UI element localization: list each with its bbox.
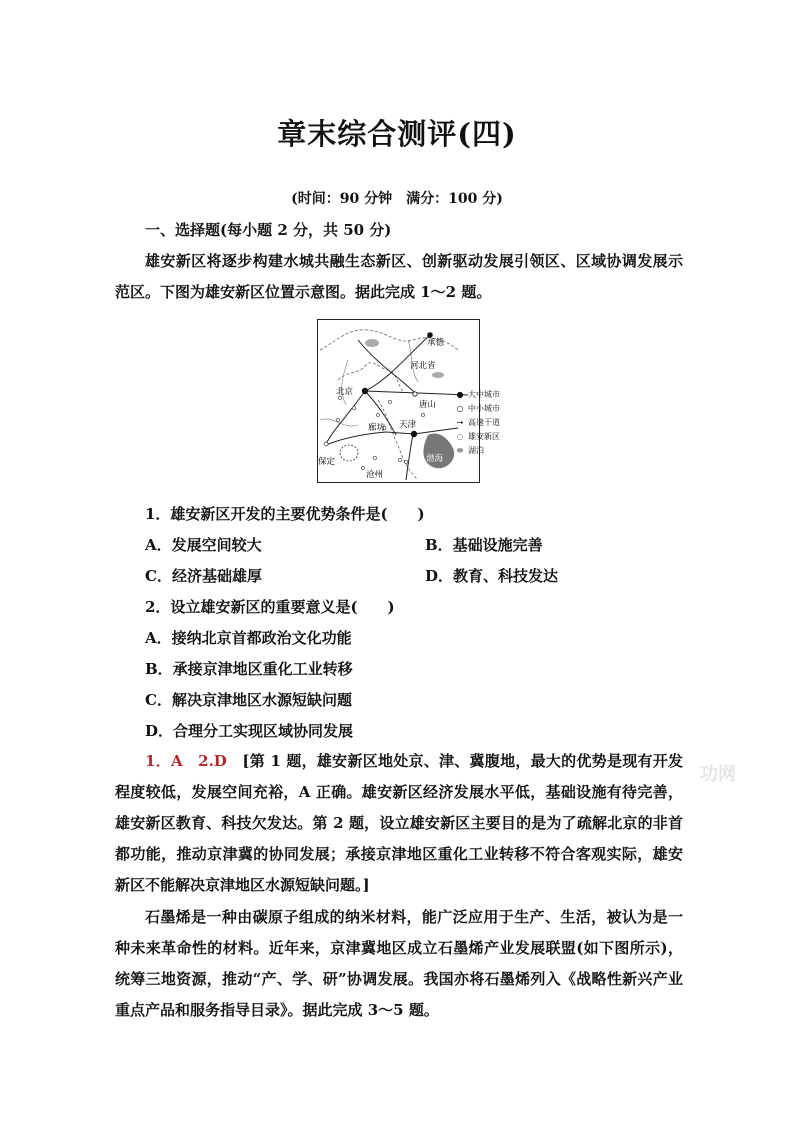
map-label-beijing: 北京 [336, 387, 354, 397]
q2-option-b: B．承接京津地区重化工业转移 [145, 660, 353, 678]
legend-item-xiongan: ◌ 雄安新区 [454, 430, 500, 444]
question-1-stem: 1．雄安新区开发的主要优势条件是( ) [145, 505, 425, 523]
intro-paragraph-2: 石墨烯是一种由碳原子组成的纳米材料，能广泛应用于生产、生活，被认为是一种未来革命性的材料。近年来，京津冀地区成立石墨烯产业发展联盟(如下图所示)，统筹三地资源，推动“产、学、研”协调发展。我国亦将石墨烯列入《战略性新兴产业重点产品和服务指导目录》。据此完成 3～5 题。 [115, 908, 683, 1019]
lake-symbol-icon: ⬬ [456, 446, 464, 455]
highway-line-icon: → [456, 418, 464, 427]
answer-key: 1．A 2.D [145, 752, 227, 770]
exam-info: (时间：90 分钟 满分：100 分) [291, 191, 503, 207]
map-label-baoding: 保定 [318, 457, 336, 467]
intro-paragraph-1: 雄安新区将逐步构建水城共融生态新区、创新驱动发展引领区、区域协调发展示范区。下图为雄安新区位置示意图。据此完成 1～2 题。 [115, 252, 683, 301]
map-label-bohai: 渤海 [426, 454, 444, 464]
section-heading: 一、选择题(每小题 2 分，共 50 分) [145, 221, 392, 239]
map-label-chengde: 承德 [427, 338, 445, 348]
q2-option-d: D．合理分工实现区域协同发展 [145, 722, 354, 740]
question-2-stem: 2．设立雄安新区的重要意义是( ) [145, 598, 395, 616]
map-label-tangshan: 唐山 [419, 400, 437, 410]
small-city-symbol-icon: ○ [456, 404, 464, 413]
q1-option-c: C．经济基础雄厚 [145, 567, 262, 585]
q2-option-a: A．接纳北京首都政治文化功能 [145, 629, 352, 647]
legend-item-major-city: ● 大中城市 [454, 388, 500, 402]
legend-item-lake: ⬬ 湖泊 [454, 444, 500, 458]
answer-explanation [115, 746, 683, 901]
q2-option-c: C．解决京津地区水源短缺问题 [145, 691, 352, 709]
map-label-langfang: 廊坊 [368, 423, 386, 433]
page-title: 章末综合测评(四) [277, 117, 517, 151]
answer-analysis: [第 1 题，雄安新区地处京、津、冀腹地，最大的优势是现有开发程度较低，发展空间充裕，A 正确。雄安新区经济发展水平低，基础设施有待完善，雄安新区教育、科技欠发达。第 2 题，设立雄安新区主要目的是为了疏解北京的非首都功能，推动京津冀的协同发展；承接京津地区重化工业转移不符合客观实际，雄安新区不能解决京津地区水源短缺问题。] [115, 752, 684, 894]
legend-item-highway: → 高速干道 [454, 416, 500, 430]
legend-item-small-city: ○ 中小城市 [454, 402, 500, 416]
q1-option-a: A．发展空间较大 [145, 536, 262, 554]
major-city-symbol-icon: ● [456, 390, 464, 399]
new-area-dashed-circle-icon: ◌ [456, 432, 464, 441]
map-label-cangzhou: 沧州 [366, 470, 384, 480]
map-label-tianjin: 天津 [399, 420, 417, 430]
q1-option-d: D．教育、科技发达 [425, 567, 559, 585]
q1-option-b: B．基础设施完善 [425, 536, 543, 554]
map-label-hebei: 河北省 [410, 361, 436, 371]
map-legend [454, 388, 500, 458]
watermark: 功网 [700, 764, 736, 785]
